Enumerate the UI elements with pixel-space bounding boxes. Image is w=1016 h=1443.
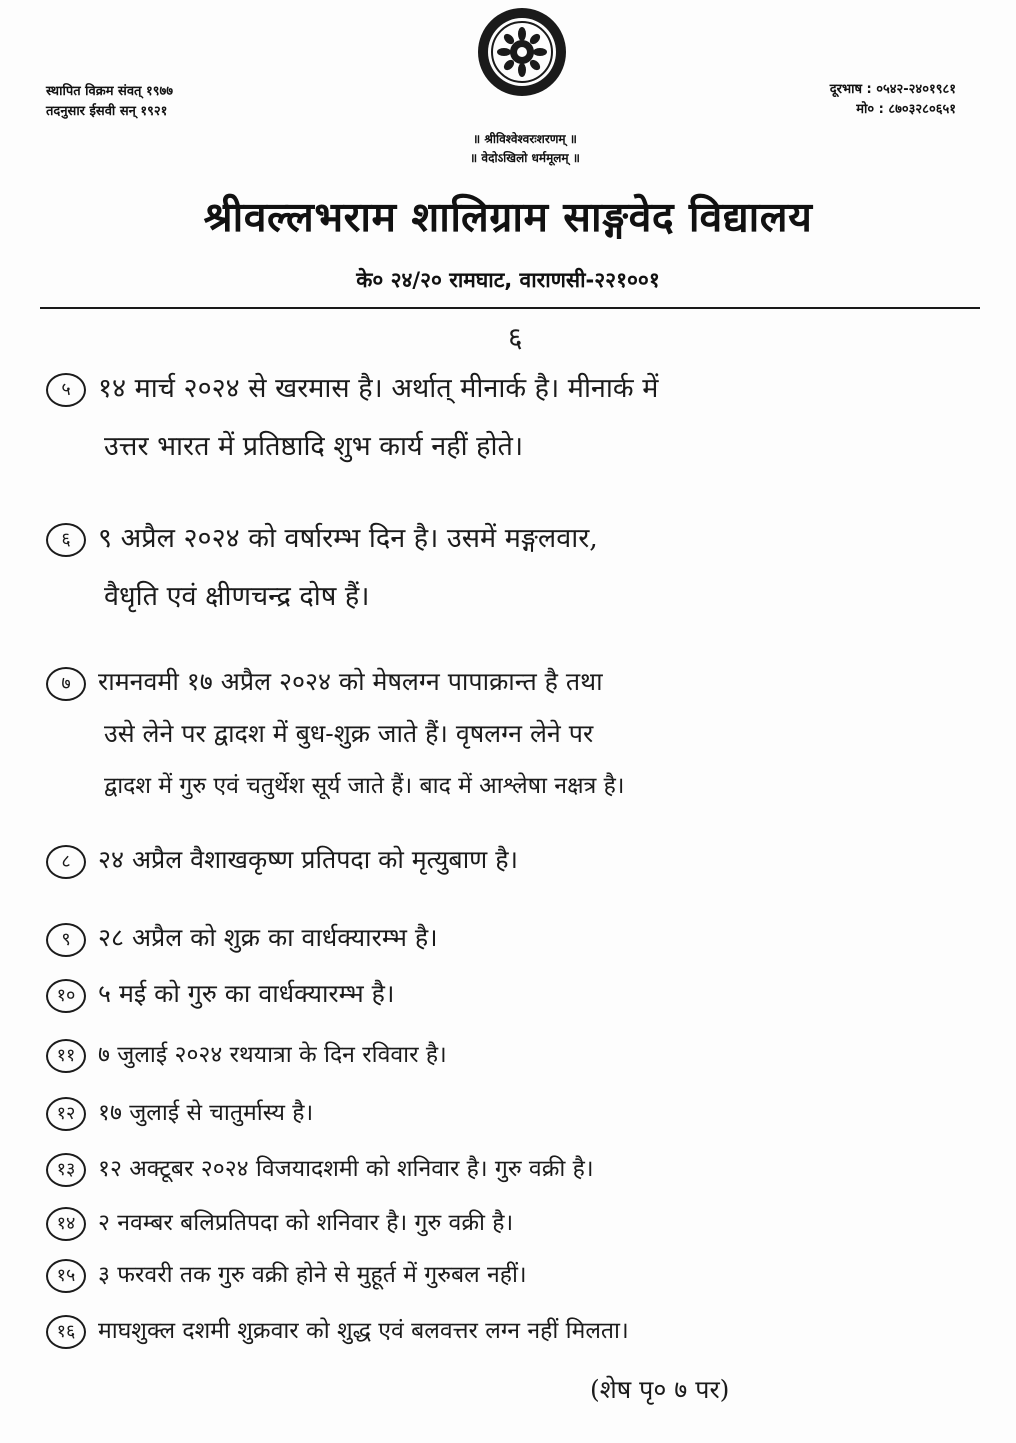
note-number: १५ — [46, 1259, 86, 1293]
note-text: २४ अप्रैल वैशाखकृष्ण प्रतिपदा को मृत्युबाण है। — [98, 845, 518, 874]
note-text: उसे लेने पर द्वादश में बुध-शुक्र जाते हैं। वृषलग्न लेने पर — [104, 719, 594, 748]
note-number: १३ — [46, 1153, 86, 1187]
note-text: १२ अक्टूबर २०२४ विजयादशमी को शनिवार है। गुरु वक्री है। — [98, 1156, 594, 1182]
note-text: ९ अप्रैल २०२४ को वर्षारम्भ दिन है। उसमें मङ्गलवार, — [98, 523, 598, 554]
note-item — [46, 912, 986, 964]
note-text: ३ फरवरी तक गुरु वक्री होने से मुहूर्त में गुरुबल नहीं। — [98, 1262, 527, 1288]
note-text: रामनवमी १७ अप्रैल २०२४ को मेषलग्न पापाक्रान्त है तथा — [98, 667, 603, 696]
note-text: २८ अप्रैल को शुक्र का वार्धक्यारम्भ है। — [98, 923, 438, 952]
institution-seal-icon — [476, 6, 568, 98]
continued-note: (शेष पृ० ७ पर) — [590, 1375, 730, 1404]
note-item — [46, 1030, 986, 1080]
note-item — [46, 360, 986, 476]
establishment-info — [46, 82, 276, 122]
note-text: ५ मई को गुरु का वार्धक्यारम्भ है। — [98, 979, 395, 1008]
mottos — [380, 130, 670, 168]
note-number: ५ — [46, 373, 86, 407]
note-item — [46, 834, 986, 886]
note-text: २ नवम्बर बलिप्रतिपदा को शनिवार है। गुरु वक्री है। — [98, 1210, 514, 1236]
note-number: १२ — [46, 1097, 86, 1131]
established-samvat: स्थापित विक्रम संवत् १९७७ — [46, 84, 174, 99]
note-item — [46, 1198, 986, 1248]
note-item — [46, 1088, 986, 1138]
note-text: १४ मार्च २०२४ से खरमास है। अर्थात् मीनार्क है। मीनार्क में — [98, 373, 659, 404]
institution-name: श्रीवल्लभराम शालिग्राम साङ्गवेद विद्यालय — [203, 193, 813, 241]
note-number: १४ — [46, 1207, 86, 1241]
note-item — [46, 968, 986, 1020]
note-text: वैधृति एवं क्षीणचन्द्र दोष हैं। — [104, 581, 370, 612]
motto-line-2: ॥ वेदोऽखिलो धर्ममूलम् ॥ — [470, 151, 580, 165]
note-number: ११ — [46, 1039, 86, 1073]
note-text: १७ जुलाई से चातुर्मास्य है। — [98, 1100, 314, 1126]
note-number: १६ — [46, 1315, 86, 1349]
note-text: माघशुक्ल दशमी शुक्रवार को शुद्ध एवं बलवत्तर लग्न नहीं मिलता। — [98, 1318, 629, 1344]
note-item — [46, 1250, 986, 1300]
motto-line-1: ॥ श्रीविश्वेश्वरःशरणम् ॥ — [473, 132, 577, 146]
note-item — [46, 510, 986, 626]
note-number: ९ — [46, 923, 86, 957]
note-text: द्वादश में गुरु एवं चतुर्थेश सूर्य जाते हैं। बाद में आश्लेषा नक्षत्र है। — [104, 773, 625, 799]
page-number: ६ — [508, 321, 523, 354]
mobile-number: मो० : ८७०३२८०६५१ — [856, 102, 956, 117]
institution-address: के० २४/२० रामघाट, वाराणसी-२२१००१ — [356, 268, 660, 292]
note-item — [46, 1306, 986, 1356]
note-number: १० — [46, 979, 86, 1013]
note-text: ७ जुलाई २०२४ रथयात्रा के दिन रविवार है। — [98, 1042, 447, 1068]
header-divider — [40, 307, 980, 309]
note-item — [46, 656, 986, 812]
phone-number: दूरभाष : ०५४२-२४०१९८१ — [829, 82, 956, 97]
contact-info — [756, 80, 956, 120]
note-item — [46, 1144, 986, 1194]
note-number: ८ — [46, 845, 86, 879]
note-text: उत्तर भारत में प्रतिष्ठादि शुभ कार्य नहीं होते। — [104, 431, 524, 462]
established-year: तदनुसार ईसवी सन् १९२१ — [46, 104, 168, 119]
note-number: ६ — [46, 523, 86, 557]
note-number: ७ — [46, 667, 86, 701]
